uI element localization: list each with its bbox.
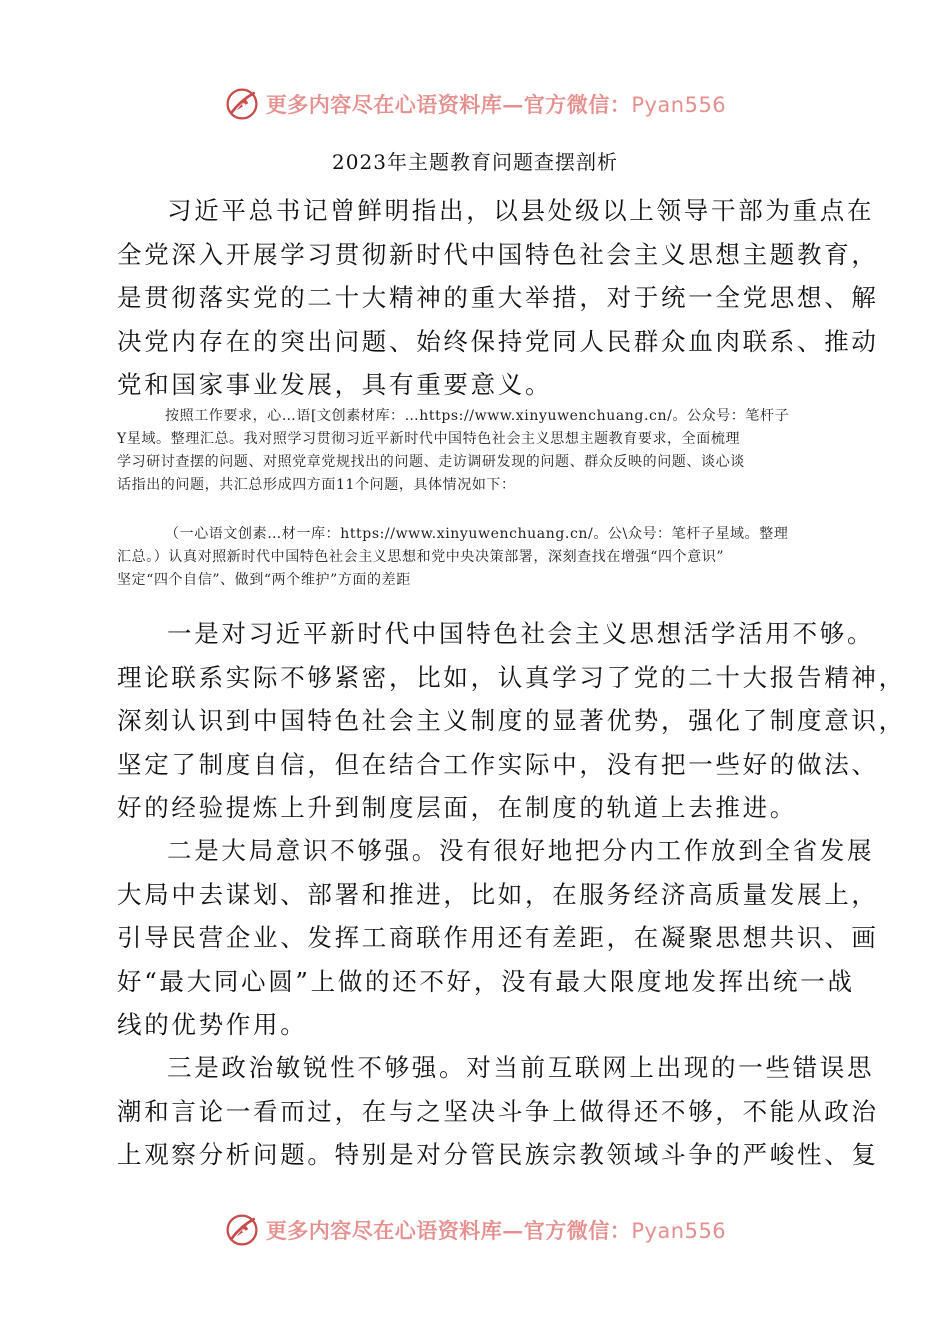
text-line: 一是对习近平新时代中国特色社会主义思想活学活用不够。 (167, 619, 875, 648)
header-banner[interactable] (0, 84, 950, 124)
paragraph-intro (117, 189, 879, 407)
text-line: 坚定“四个自信”、做到“两个维护”方面的差距 (117, 572, 411, 588)
footer-banner[interactable] (0, 1210, 950, 1250)
text-line: 学习研讨查摆的问题、对照党章党规找出的问题、走访调研发现的问题、群众反映的问题、谈心谈 (117, 454, 745, 470)
paragraph-section-one-heading (117, 523, 853, 592)
header-banner-text: 更多内容尽在心语资料库—官方微信：Pyan556 (265, 92, 727, 117)
text-line: （一心语文创素…材一库：https://www.xinyuwenchuang.cn/。公\众号：笔杆子星域。整理 (165, 526, 789, 542)
text-line: 汇总。）认真对照新时代中国特色社会主义思想和党中央决策部署，深刻查找在增强“四个意识” (117, 549, 725, 565)
text-line: 引导民营企业、发挥工商联作用还有差距，在凝聚思想共识、画 (117, 923, 879, 952)
pen-nib-logo-icon (224, 1212, 260, 1248)
document-title: 2023年主题教育问题查摆剖析 (332, 150, 618, 174)
paragraph-point-two (117, 829, 879, 1047)
footer-banner-text: 更多内容尽在心语资料库—官方微信：Pyan556 (265, 1218, 727, 1243)
wechat-id: Pyan556 (631, 93, 727, 117)
pen-nib-logo-icon (224, 86, 260, 122)
text-line: Y星域。整理汇总。我对照学习贯彻习近平新时代中国特色社会主义思想主题教育要求，全面梳理 (117, 431, 741, 447)
text-line: 好的经验提炼上升到制度层面，在制度的轨道上去推进。 (117, 793, 797, 822)
text-line: 线的优势作用。 (117, 1010, 308, 1039)
text-line: 上观察分析问题。特别是对分管民族宗教领域斗争的严峻性、复 (117, 1140, 879, 1169)
wechat-id: Pyan556 (631, 1219, 727, 1243)
text-line: 三是政治敏锐性不够强。对当前互联网上出现的一些错误思 (167, 1053, 875, 1082)
paragraph-point-one (117, 612, 906, 830)
text-line: 话指出的问题，共汇总形成四方面11个问题，具体情况如下： (117, 477, 516, 493)
text-line: 深刻认识到中国特色社会主义制度的显著优势，强化了制度意识， (117, 706, 906, 735)
text-line: 坚定了制度自信，但在结合工作实际中，没有把一些好的做法、 (117, 749, 879, 779)
text-line: 理论联系实际不够紧密，比如，认真学习了党的二十大报告精神， (117, 662, 906, 692)
text-line: 是贯彻落实党的二十大精神的重大举措，对于统一全党思想、解 (117, 283, 879, 312)
paragraph-requirements (117, 405, 853, 497)
text-line: 好“最大同心圆”上做的还不好，没有最大限度地发挥出统一战 (117, 966, 855, 996)
text-line: 全党深入开展学习贯彻新时代中国特色社会主义思想主题教育， (117, 239, 879, 269)
text-line: 大局中去谋划、部署和推进，比如，在服务经济高质量发展上， (117, 879, 879, 909)
text-line: 二是大局意识不够强。没有很好地把分内工作放到全省发展 (167, 836, 875, 865)
text-line: 潮和言论一看而过，在与之坚决斗争上做得还不够，不能从政治 (117, 1096, 879, 1126)
text-line: 党和国家事业发展，具有重要意义。 (117, 370, 553, 399)
text-line: 按照工作要求，心…语[文创素材库：…https://www.xinyuwenchuang.cn/。公众号：笔杆子 (165, 408, 790, 424)
text-line: 决党内存在的突出问题、始终保持党同人民群众血肉联系、推动 (117, 326, 879, 356)
text-line: 习近平总书记曾鲜明指出，以县处级以上领导干部为重点在 (167, 196, 875, 225)
paragraph-point-three (117, 1046, 879, 1177)
